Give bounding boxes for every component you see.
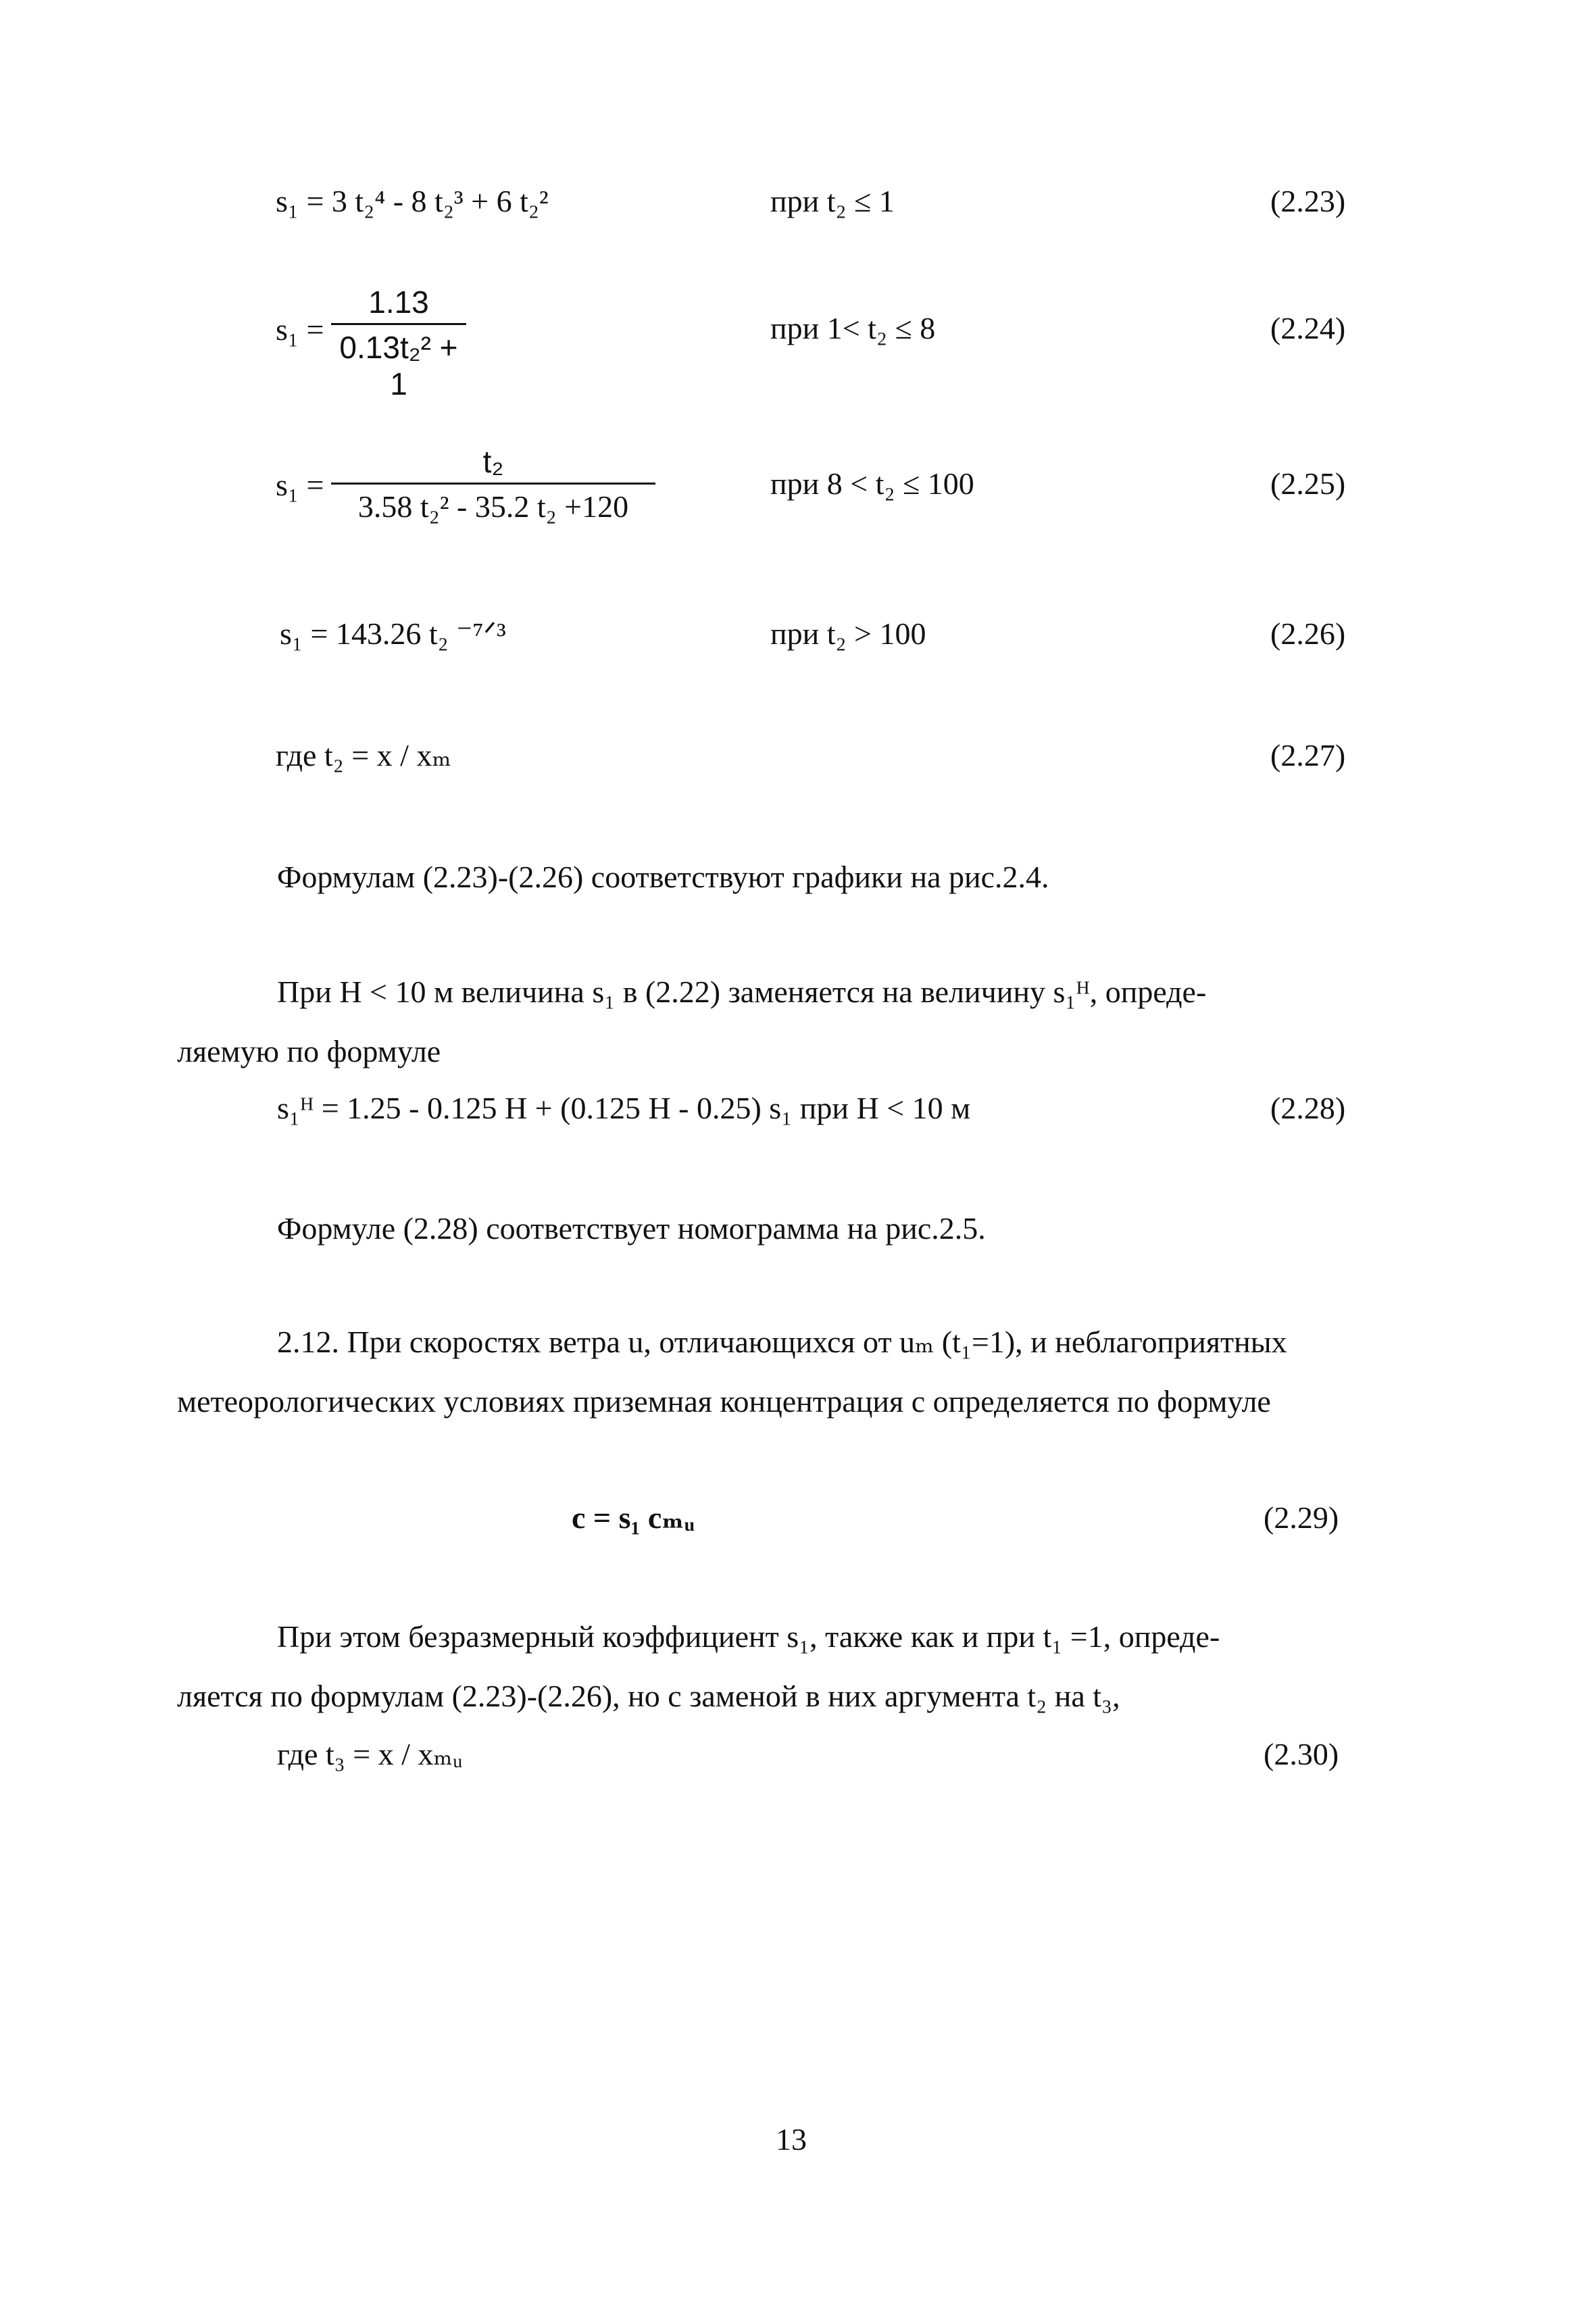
paragraph-section-2-12-line1: 2.12. При скоростях ветра u, отличающихся от uₘ (t₁=1), и неблагоприятных [277,1325,1287,1359]
fraction-denominator: 0.13t₂² + 1 [331,323,466,402]
equation-2-25-number: (2.25) [1270,466,1346,501]
paragraph-coefficient-line1: При этом безразмерный коэффициент s₁, также как и при t₁ =1, опреде- [277,1619,1220,1654]
equation-2-30-number: (2.30) [1264,1737,1339,1771]
equation-2-25-lhs: s₁ = [276,468,324,502]
equation-2-23-number: (2.23) [1270,184,1346,218]
equation-2-28-number: (2.28) [1270,1091,1346,1125]
equation-2-23-condition: при t₂ ≤ 1 [770,184,895,218]
equation-2-26-condition: при t₂ > 100 [770,616,926,651]
equation-2-29: c = s₁ cₘᵤ [572,1500,695,1535]
paragraph-figure-reference: Формулам (2.23)-(2.26) соответствуют графики на рис.2.4. [277,860,1049,894]
equation-2-26: s₁ = 143.26 t₂ ⁻⁷ᐟ³ [280,616,506,651]
fraction-denominator: 3.58 t₂² - 35.2 t₂ +120 [331,483,655,524]
equation-2-24-number: (2.24) [1270,311,1346,345]
paragraph-h-condition-line1: При H < 10 м величина s₁ в (2.22) заменяется на величину s₁ᴴ, опреде- [277,975,1207,1009]
equation-2-24-lhs: s₁ = [276,312,324,347]
equation-2-24-condition: при 1< t₂ ≤ 8 [770,311,936,345]
paragraph-h-condition-line2: ляемую по формуле [177,1034,441,1068]
paragraph-nomogram-reference: Формуле (2.28) соответствует номограмма на рис.2.5. [277,1211,986,1246]
fraction-numerator: t₂ [482,444,504,479]
page-number: 13 [776,2122,807,2157]
equation-2-23: s₁ = 3 t₂⁴ - 8 t₂³ + 6 t₂² [276,184,549,218]
equation-2-25-fraction [331,443,655,524]
equation-2-28: s₁ᴴ = 1.25 - 0.125 H + (0.125 H - 0.25) s₁ при H < 10 м [277,1091,971,1125]
equation-2-24-fraction [331,284,466,402]
equation-2-26-number: (2.26) [1270,616,1346,651]
paragraph-coefficient-line2: ляется по формулам (2.23)-(2.26), но с заменой в них аргумента t₂ на t₃, [177,1679,1120,1713]
equation-2-27-number: (2.27) [1270,738,1346,772]
equation-2-27: где t₂ = x / xₘ [276,738,451,772]
paragraph-section-2-12-line2: метеорологических условиях приземная концентрация c определяется по формуле [177,1384,1271,1419]
equation-2-29-number: (2.29) [1264,1500,1339,1535]
fraction-numerator: 1.13 [368,285,429,320]
equation-2-25-condition: при 8 < t₂ ≤ 100 [770,466,974,501]
equation-2-30: где t₃ = x / xₘᵤ [277,1737,463,1771]
